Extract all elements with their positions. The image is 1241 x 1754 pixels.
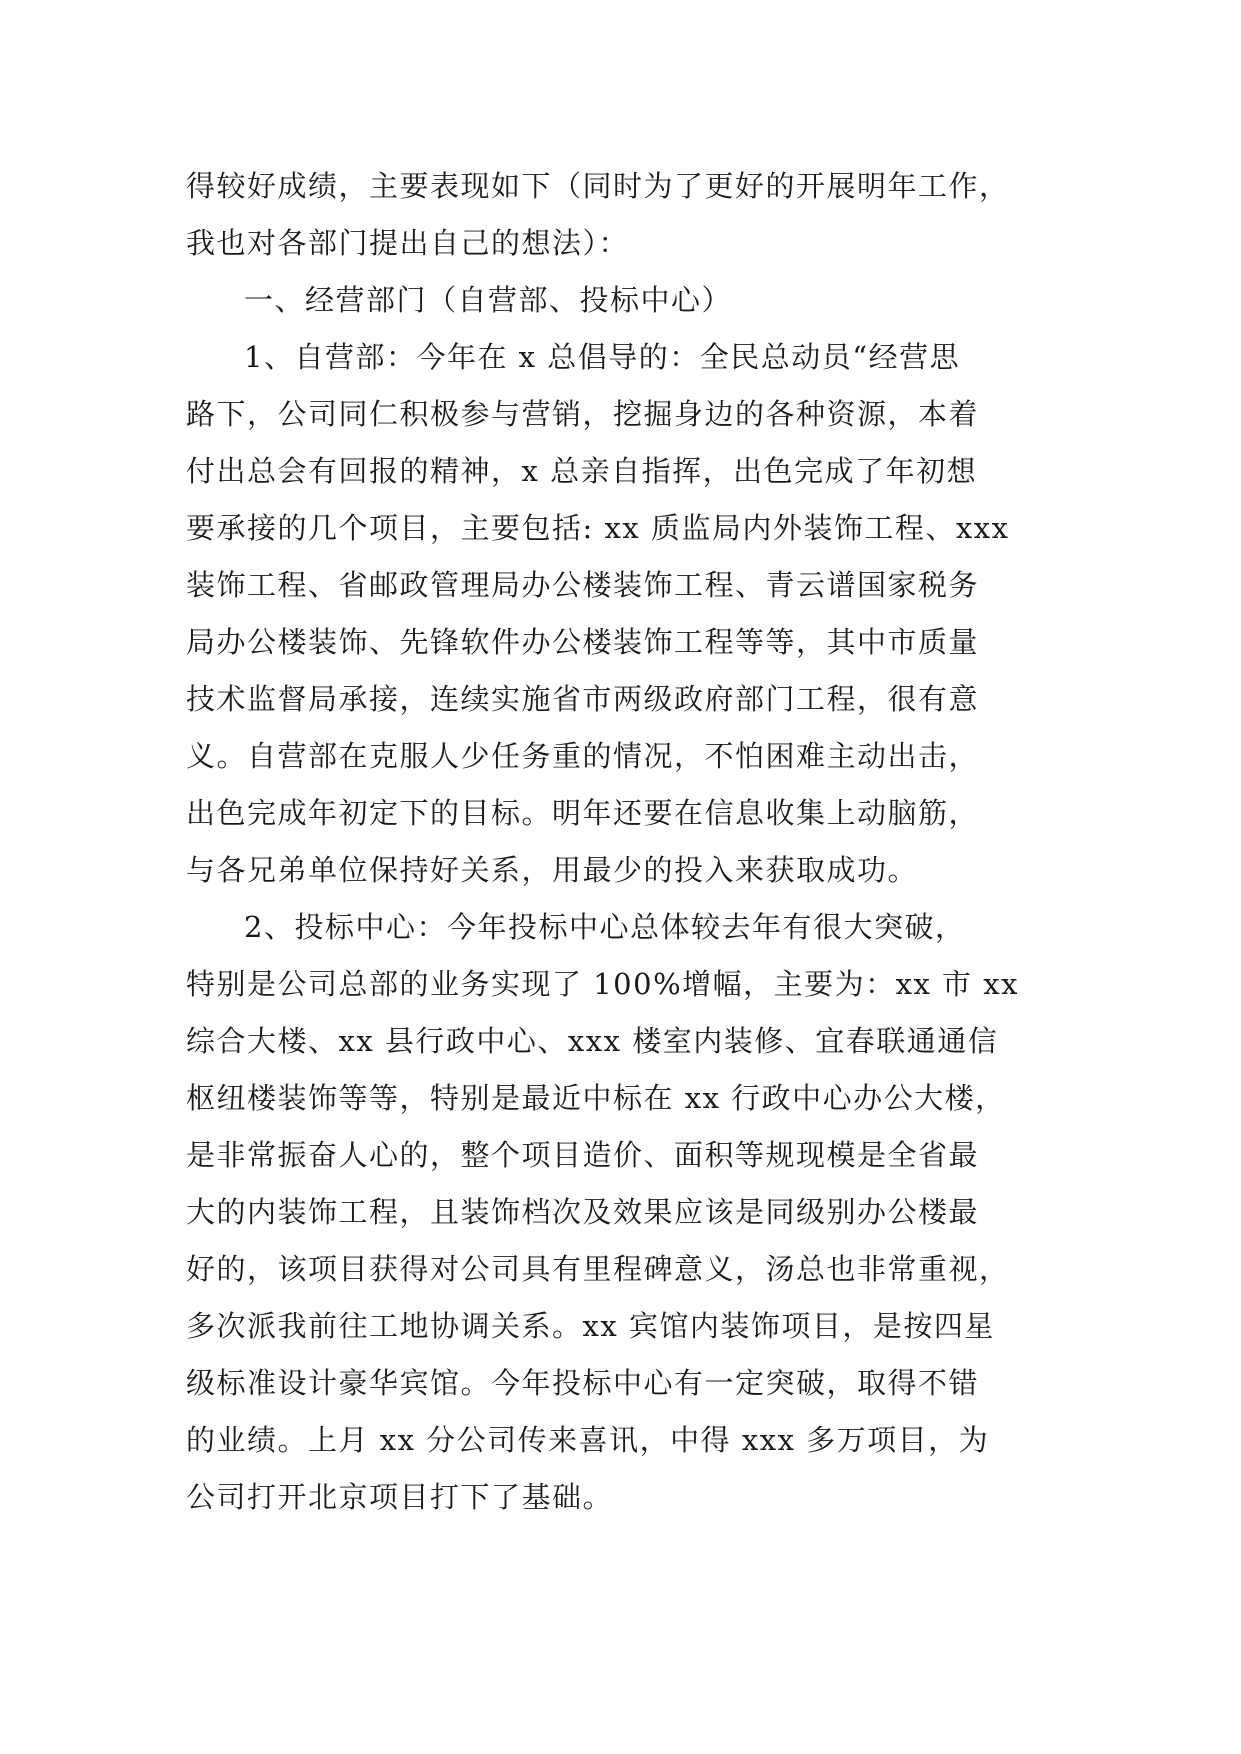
text-line: 2、投标中心：今年投标中心总体较去年有很大突破， [244,910,966,944]
text-line: 大的内装饰工程，且装饰档次及效果应该是同级别办公楼最 [186,1195,980,1229]
text-line: 的业绩。上月 xx 分公司传来喜讯，中得 xxx 多万项目，为 [186,1423,990,1457]
text-line: 得较好成绩，主要表现如下（同时为了更好的开展明年工作， [186,169,1010,203]
text-line: 综合大楼、xx 县行政中心、xxx 楼室内装修、宜春联通通信 [186,1024,999,1058]
text-line: 付出总会有回报的精神，x 总亲自指挥，出色完成了年初想 [186,454,978,488]
text-line: 技术监督局承接，连续实施省市两级政府部门工程，很有意 [186,682,980,716]
text-line: 是非常振奋人心的，整个项目造价、面积等规现模是全省最 [186,1138,980,1172]
text-line: 枢纽楼装饰等等，特别是最近中标在 xx 行政中心办公大楼， [186,1081,1006,1115]
text-line: 局办公楼装饰、先锋软件办公楼装饰工程等等，其中市质量 [186,625,980,659]
text-line: 与各兄弟单位保持好关系，用最少的投入来获取成功。 [186,853,919,887]
text-line: 公司打开北京项目打下了基础。 [186,1480,614,1514]
text-line: 特别是公司总部的业务实现了 100%增幅，主要为：xx 市 xx [186,967,1019,1001]
text-line: 多次派我前往工地协调关系。xx 宾馆内装饰项目，是按四星 [186,1309,995,1343]
text-line: 级标准设计豪华宾馆。今年投标中心有一定突破，取得不错 [186,1366,980,1400]
document-body [186,158,1056,1526]
text-line: 装饰工程、省邮政管理局办公楼装饰工程、青云谱国家税务 [186,568,980,602]
text-line: 路下，公司同仁积极参与营销，挖掘身边的各种资源，本着 [186,397,980,431]
text-line: 我也对各部门提出自己的想法）： [186,226,630,260]
text-line: 1、自营部：今年在 x 总倡导的：全民总动员“经营思 [244,340,961,374]
text-line: 好的，该项目获得对公司具有里程碑意义，汤总也非常重视， [186,1252,1010,1286]
text-line: 出色完成年初定下的目标。明年还要在信息收集上动脑筋， [186,796,980,830]
text-line: 要承接的几个项目，主要包括: xx 质监局内外装饰工程、xxx [186,511,1010,545]
text-line: 一、经营部门（自营部、投标中心） [244,283,733,317]
text-line: 义。自营部在克服人少任务重的情况，不怕困难主动出击， [186,739,980,773]
